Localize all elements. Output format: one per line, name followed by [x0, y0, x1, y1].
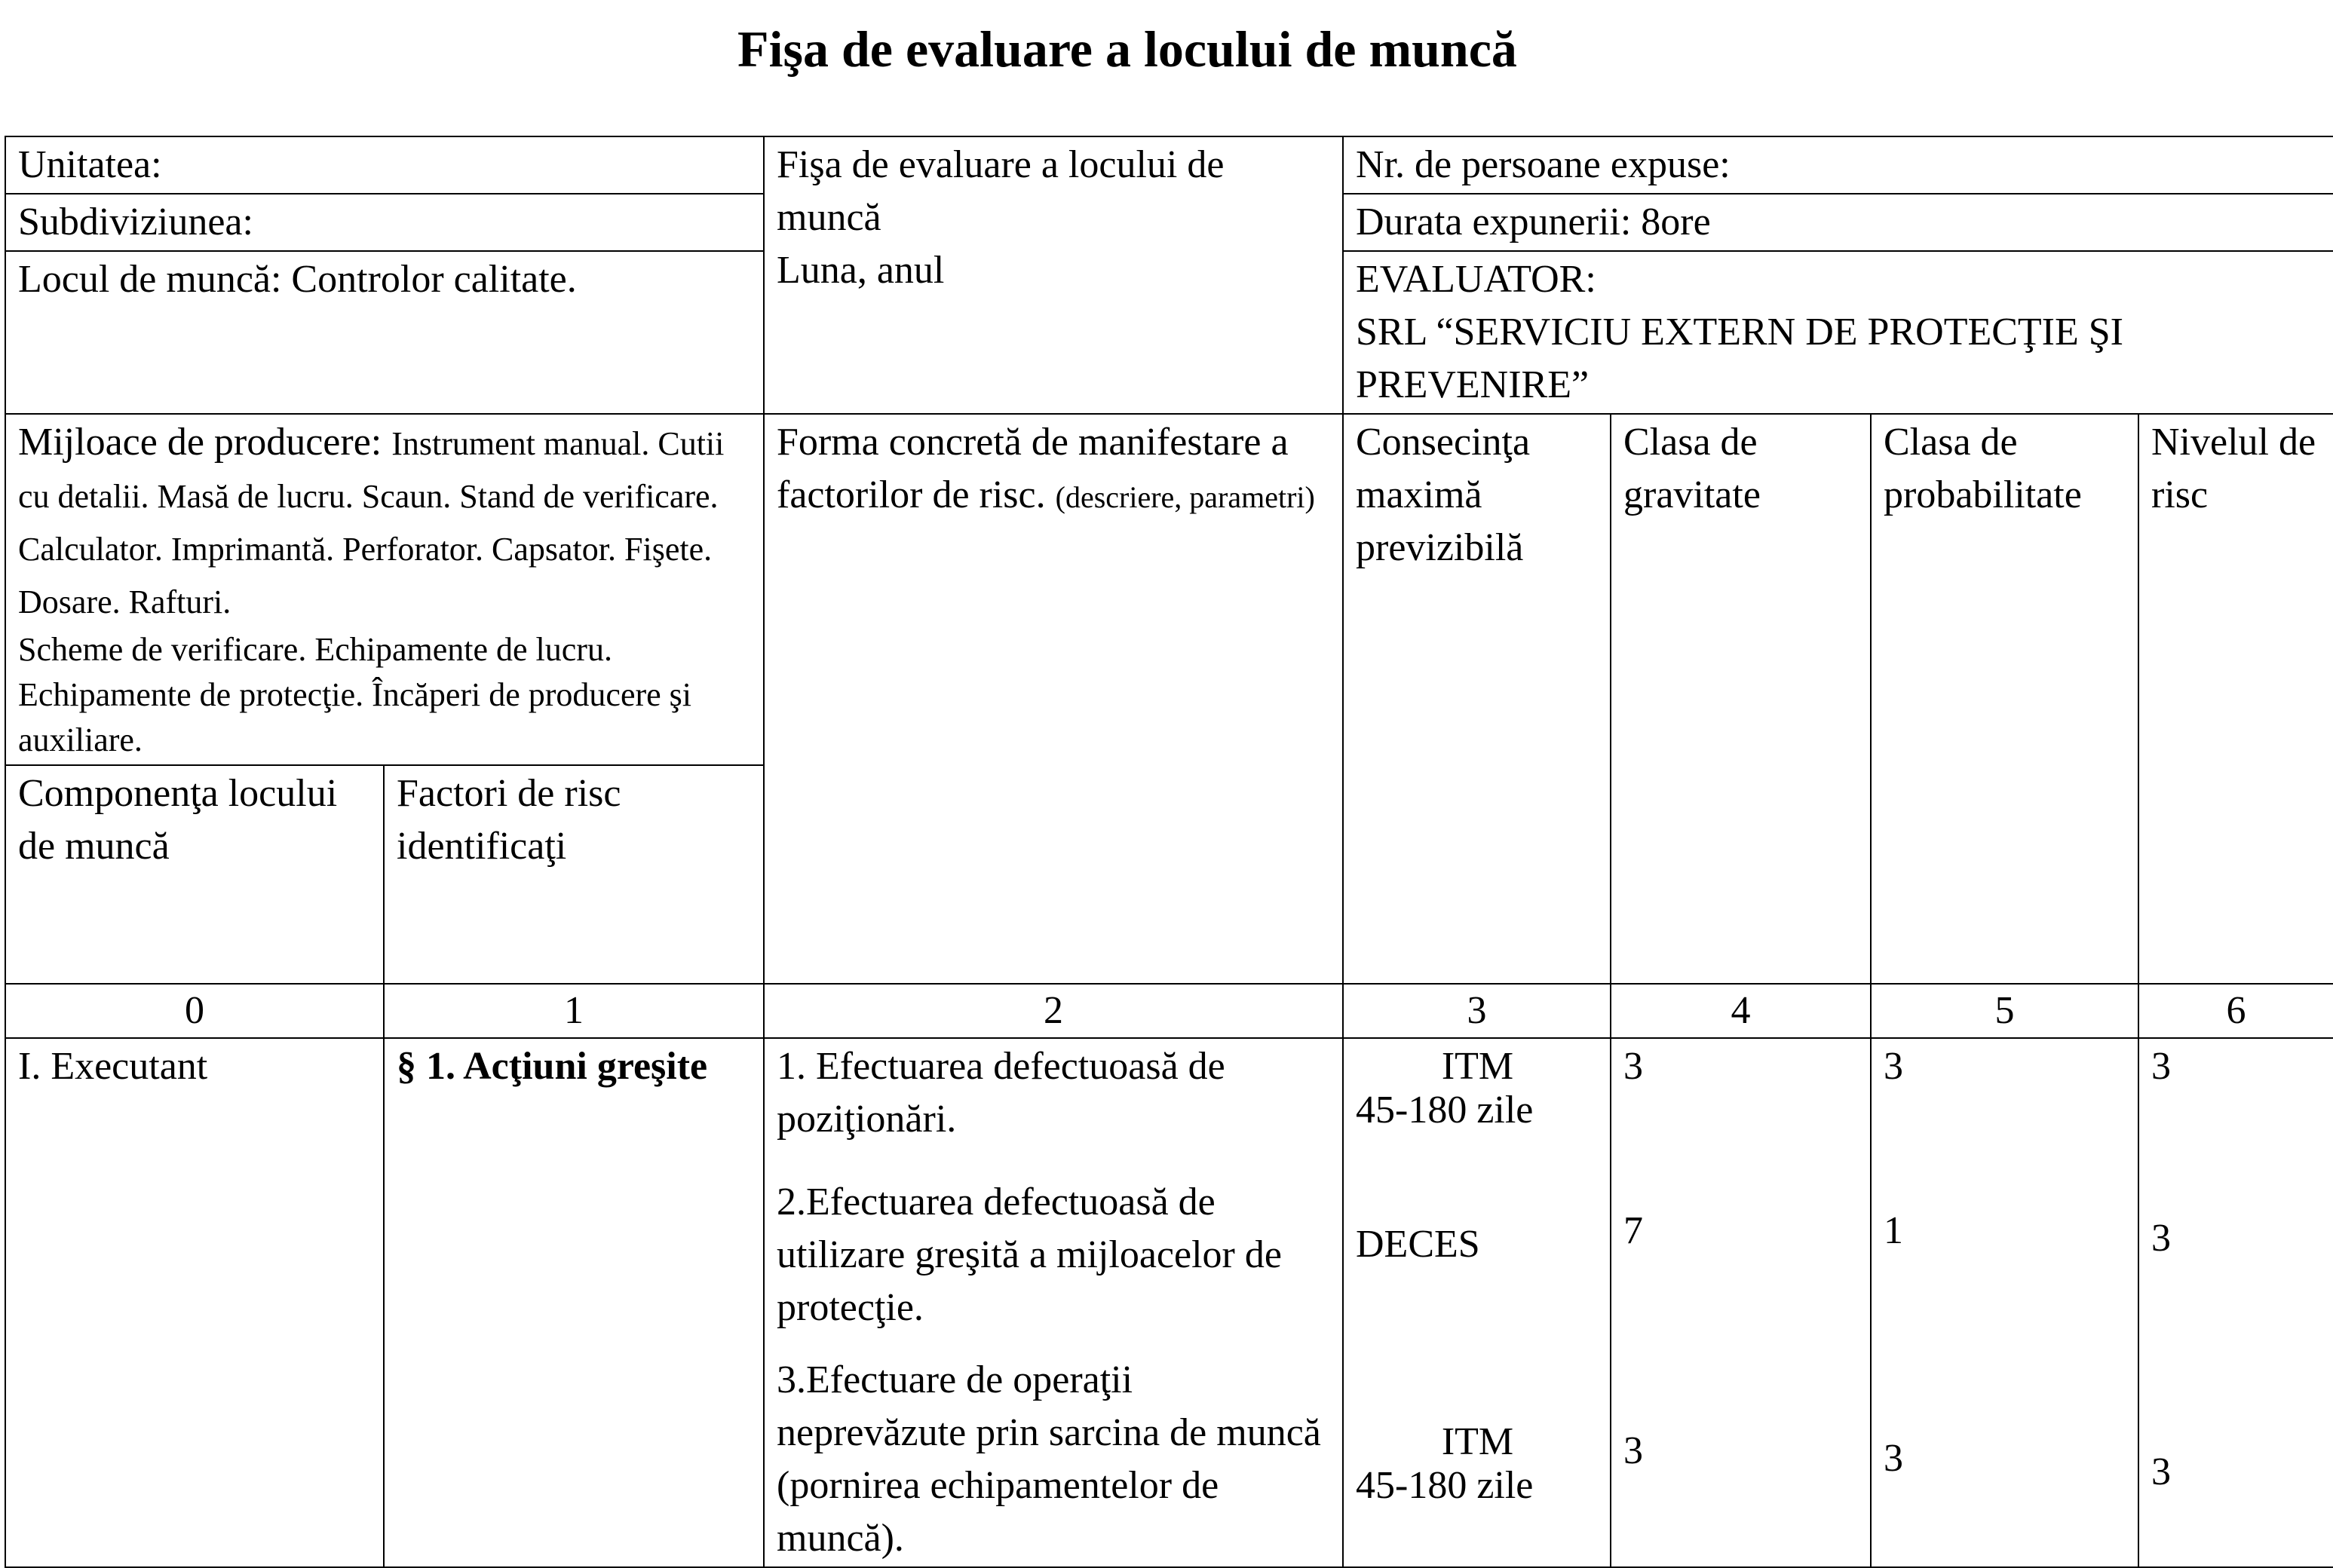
description-item-1: 1. Efectuarea defectuoasă de poziţionări. — [777, 1045, 1225, 1141]
component-cell — [5, 1038, 384, 1567]
risk-item-3: 3 — [2151, 1450, 2171, 1493]
mijloace-text: Instrument manual. Cutii cu detalii. Masă de lucru. Scaun. Stand de verificare. Calculator. Imprimantă. Perforator. Capsator. Fişete. Dosare. Rafturi. — [18, 425, 725, 620]
gravity-item-1: 3 — [1623, 1045, 1643, 1088]
gravity-item-3: 3 — [1623, 1429, 1643, 1472]
clasa-probabilitate-cell — [1871, 414, 2138, 984]
clasa-gravitate-label: Clasa de gravitate — [1623, 421, 1761, 516]
durata-label: Durata expunerii: 8ore — [1356, 201, 1711, 243]
consequence-item-2-line1: DECES — [1356, 1223, 1480, 1266]
evaluator-label: EVALUATOR: — [1356, 258, 1596, 301]
clasa-probabilitate-label: Clasa de probabilitate — [1884, 421, 2082, 516]
risk-cell — [2138, 1038, 2333, 1567]
factori-label: Factori de risc identificaţi — [397, 772, 621, 868]
column-number-5: 5 — [1871, 984, 2138, 1038]
consecinta-cell — [1343, 414, 1611, 984]
consequence-cell — [1343, 1038, 1611, 1567]
column-number-4: 4 — [1611, 984, 1871, 1038]
probability-item-3: 3 — [1884, 1437, 1903, 1480]
evaluator-name: SRL “SERVICIU EXTERN DE PROTECŢIE ŞI PREVENIRE” — [1356, 311, 2123, 406]
consequence-item-1-line1: ITM — [1441, 1045, 1514, 1088]
description-item-2: 2.Efectuarea defectuoasă de utilizare greşită a mijloacelor de protecţie. — [777, 1181, 1282, 1329]
durata-cell — [1343, 194, 2333, 251]
risk-item-2: 3 — [2151, 1217, 2171, 1260]
column-number-2: 2 — [764, 984, 1343, 1038]
consequence-item-3-line1: ITM — [1441, 1420, 1514, 1463]
nivelul-risc-label: Nivelul de risc — [2151, 421, 2316, 516]
probability-item-1: 3 — [1884, 1045, 1903, 1088]
evaluator-cell — [1343, 251, 2333, 414]
consequence-item-1-line2: 45-180 zile — [1356, 1089, 1534, 1132]
column-number-0: 0 — [5, 984, 384, 1038]
mijloace-cell — [5, 414, 764, 765]
fisa-title: Fişa de evaluare a locului de muncă — [777, 143, 1225, 239]
risk-item-1: 3 — [2151, 1045, 2171, 1088]
column-number-1: 1 — [384, 984, 764, 1038]
nr-persoane-label: Nr. de persoane expuse: — [1356, 143, 1731, 186]
luna-anul: Luna, anul — [777, 249, 945, 292]
forma-main: Forma concretă de manifestare a factorilor de risc. — [777, 421, 1289, 516]
locul-de-munca-cell — [5, 251, 764, 414]
mijloace-label: Mijloace de producere: — [18, 421, 382, 464]
mijloace-text-2: Scheme de verificare. Echipamente de lucru. Echipamente de protecţie. Încăperi de producere şi auxiliare. — [18, 631, 691, 758]
forma-small: (descriere, parametri) — [1055, 480, 1315, 514]
nr-persoane-cell — [1343, 136, 2333, 194]
column-number-3: 3 — [1343, 984, 1611, 1038]
factor-cell — [384, 1038, 764, 1567]
consequence-item-3-line2: 45-180 zile — [1356, 1464, 1534, 1507]
locul-de-munca-label: Locul de muncă: Controlor calitate. — [18, 258, 577, 301]
gravity-cell — [1611, 1038, 1871, 1567]
evaluation-table — [5, 136, 2333, 1568]
probability-item-2: 1 — [1884, 1209, 1903, 1252]
clasa-gravitate-cell — [1611, 414, 1871, 984]
forma-cell — [764, 414, 1343, 984]
description-cell — [764, 1038, 1343, 1567]
factor-label: § 1. Acţiuni greşite — [397, 1045, 708, 1088]
consecinta-label: Consecinţa maximă previzibilă — [1356, 421, 1531, 569]
probability-cell — [1871, 1038, 2138, 1567]
description-item-3: 3.Efectuare de operaţii neprevăzute prin sarcina de muncă (pornirea echipamentelor de muncă). — [777, 1358, 1321, 1560]
factori-cell — [384, 765, 764, 984]
subdiviziunea-cell — [5, 194, 764, 251]
column-number-6: 6 — [2138, 984, 2333, 1038]
fisa-cell — [764, 136, 1343, 414]
component-label: I. Executant — [18, 1045, 208, 1088]
unitatea-label: Unitatea: — [18, 143, 162, 186]
subdiviziunea-label: Subdiviziunea: — [18, 201, 253, 243]
nivelul-risc-cell — [2138, 414, 2333, 984]
gravity-item-2: 7 — [1623, 1209, 1643, 1252]
componenta-label: Componenţa locului de muncă — [18, 772, 338, 868]
componenta-cell — [5, 765, 384, 984]
document-title: Fişa de evaluare a locului de muncă — [737, 20, 1517, 78]
unitatea-cell — [5, 136, 764, 194]
